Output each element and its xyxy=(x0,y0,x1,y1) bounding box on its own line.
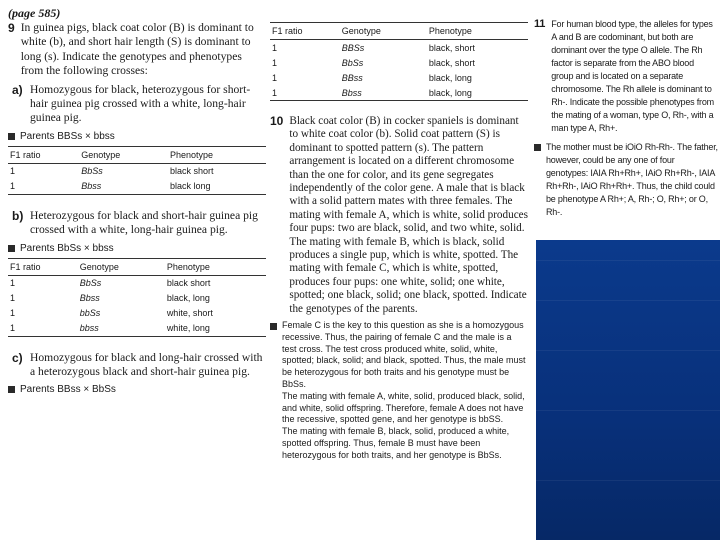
question-11 xyxy=(534,18,718,135)
question-text: Black coat color (B) in cocker spaniels is dominant to white coat color (b). Solid coat pattern (S) is dominant to spotted pattern (s). The pattern arrangement is located on a different chromosome than the one for color, and its gene segregates independently of the color gene. A male that is black with a solid pattern mates with three females. The mating with female A, which is white, solid produces four pups: two are black, solid, and two white, solid. The mating with female B, which is black, solid produces a single pup, which is white, spotted. The mating with female C, which is white, spotted, produces four pups: one white, solid; one white, spotted; one black, solid; one black, spotted. Indicate the genotypes of the parents. xyxy=(289,115,528,315)
genotype-table-top xyxy=(270,22,528,101)
question-9 xyxy=(8,21,266,79)
answer-paragraph: Female C is the key to this question as she is a homozygous recessive. Thus, the pairing of female C and the male is a test cross. The test cross produced white, solid, white, spotted; black, solid; and black, spotted. Thus, the male must be heterozygous for both traits and his genotype must be BbSs. xyxy=(282,320,526,390)
right-column xyxy=(534,0,718,219)
subquestion-text: Heterozygous for black and short-hair guinea pig crossed with a white, long-hair guinea pig. xyxy=(30,208,258,237)
table-row: 1 bbss white, long xyxy=(8,321,266,337)
answer-paragraph: The mating with female A, white, solid, produced black, solid, and white, solid offspring. Therefore, female A does not have the recessive, spotted gene, and her genotype is bbSS. xyxy=(282,390,525,425)
subquestion-b xyxy=(12,209,266,238)
question-10 xyxy=(270,115,528,316)
parents-line-a: Parents BBSs × bbss xyxy=(8,131,266,142)
subquestion-c xyxy=(12,351,266,380)
subquestion-letter: c) xyxy=(12,350,23,365)
square-bullet-icon xyxy=(8,133,15,140)
parents-line-b: Parents BbSs × bbss xyxy=(8,243,266,254)
column-header: Phenotype xyxy=(427,23,528,40)
page-reference: (page 585) xyxy=(8,6,61,20)
subquestion-a xyxy=(12,83,266,126)
table-row: 1 BbSs black, short xyxy=(272,57,475,68)
genotype-table-b xyxy=(8,258,266,337)
answer-paragraph: The mother must be iOiO Rh-Rh-. The father, however, could be any one of four genotypes: IAIA Rh+Rh+, IAiO Rh+Rh-, IAIA Rh+Rh-, IAiO Rh+Rh+. Thus, the child could be phenotype A Rh+; A, Rh-; O, Rh+; or O, Rh-. xyxy=(546,142,718,217)
table-row: 1 Bbss black, long xyxy=(10,293,210,304)
left-column xyxy=(8,0,266,395)
square-bullet-icon xyxy=(270,323,277,330)
column-header: Genotype xyxy=(340,23,427,40)
table-row: 1 BbSs black short xyxy=(10,166,214,177)
answer-paragraph: The mating with female B, black, solid, produced a white, spotted offspring. Thus, female B must have been heterozygous for both traits, and her genotype is BbSs. xyxy=(282,426,510,460)
column-header: Genotype xyxy=(78,258,165,275)
blue-background-panel xyxy=(536,240,720,540)
question-number: 9 xyxy=(8,21,15,35)
subquestion-letter: b) xyxy=(12,208,24,223)
answer-10 xyxy=(270,320,528,462)
table-row: 1 bbSs white, short xyxy=(10,308,213,319)
table-row: 1 Bbss black, long xyxy=(270,85,528,101)
subquestion-text: Homozygous for black and long-hair crossed with a heterozygous black and short-hair guinea pig. xyxy=(30,350,263,379)
question-number: 11 xyxy=(534,18,546,30)
table-row: 1 BBSs black, short xyxy=(272,42,475,53)
table-row: 1 Bbss black long xyxy=(8,179,266,195)
square-bullet-icon xyxy=(8,386,15,393)
table-row: 1 BbSs black short xyxy=(10,278,211,289)
table-row: 1 BBss black, long xyxy=(272,72,472,83)
parents-line-c: Parents BBss × BbSs xyxy=(8,384,266,395)
column-header: Genotype xyxy=(79,146,168,163)
square-bullet-icon xyxy=(8,245,15,252)
genotype-table-a xyxy=(8,146,266,195)
column-header: F1 ratio xyxy=(270,23,340,40)
question-text: For human blood type, the alleles for types A and B are codominant, but both are dominant over the type O allele. The Rh factor is separate from the ABO blood group and is located on a separate chromosome. The Rh allele is dominant to Rh-. Indicate the possible phenotypes from the mating of a woman, type O, Rh-, with a man type A, Rh+. xyxy=(551,19,714,133)
column-header: Phenotype xyxy=(168,146,266,163)
column-header: F1 ratio xyxy=(8,258,78,275)
column-header: Phenotype xyxy=(165,258,266,275)
answer-11 xyxy=(534,141,718,219)
subquestion-letter: a) xyxy=(12,82,23,97)
column-header: F1 ratio xyxy=(8,146,79,163)
subquestion-text: Homozygous for black, heterozygous for short-hair guinea pig crossed with a white, long-hair guinea pig. xyxy=(30,82,251,125)
question-number: 10 xyxy=(270,114,284,128)
question-text: In guinea pigs, black coat color (B) is dominant to white (b), and short hair length (S) is dominant to long (s). Indicate the genotypes and phenotypes from the following crosses: xyxy=(20,21,254,78)
middle-column xyxy=(270,0,528,462)
square-bullet-icon xyxy=(534,144,541,151)
